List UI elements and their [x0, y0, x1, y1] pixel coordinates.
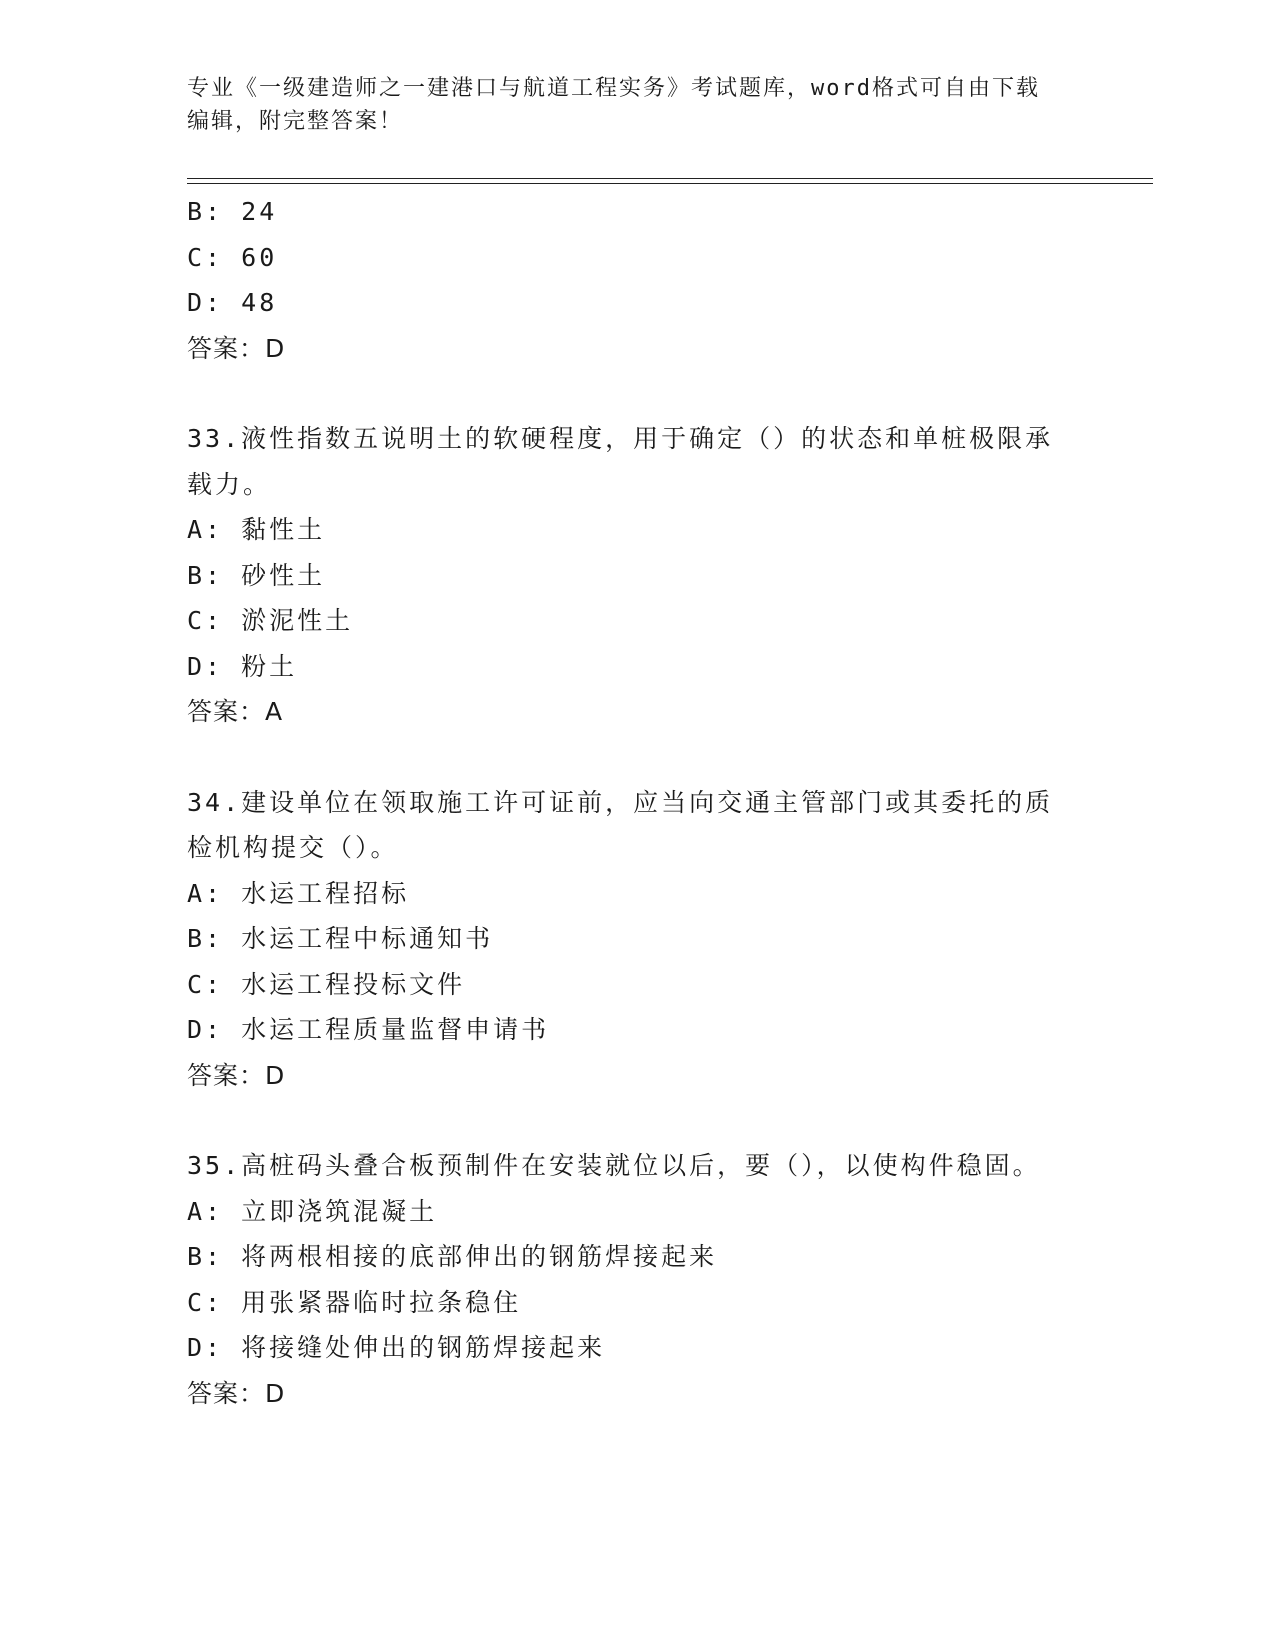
option-b: B: 水运工程中标通知书	[187, 924, 494, 953]
document-header	[187, 72, 1067, 138]
answer: 答案：D	[187, 1060, 286, 1090]
question-spacer	[187, 1098, 1087, 1143]
question-33	[187, 416, 1087, 735]
option-a: A: 立即浇筑混凝土	[187, 1196, 438, 1226]
header-line-2: 编辑，附完整答案！	[187, 109, 404, 134]
option-d: D: 粉土	[187, 651, 298, 681]
answer: 答案：D	[187, 333, 286, 363]
option-d: D: 48	[187, 288, 278, 317]
answer: 答案：D	[187, 1378, 286, 1408]
option-c: C: 水运工程投标文件	[187, 969, 466, 999]
answer: 答案：A	[187, 697, 284, 726]
header-line-1: 专业《一级建造师之一建港口与航道工程实务》考试题库，word格式可自由下载	[187, 76, 1040, 101]
option-b: B: 砂性土	[187, 560, 326, 590]
question-text-line-1: 35.高桩码头叠合板预制件在安装就位以后，要（），以使构件稳固。	[187, 1151, 1041, 1180]
question-spacer	[187, 735, 1087, 780]
option-d: D: 将接缝处伸出的钢筋焊接起来	[187, 1333, 606, 1362]
option-c: C: 用张紧器临时拉条稳住	[187, 1287, 522, 1317]
header-divider	[187, 178, 1153, 184]
question-spacer	[187, 371, 1087, 416]
option-b: B: 将两根相接的底部伸出的钢筋焊接起来	[187, 1242, 718, 1271]
option-b: B: 24	[187, 197, 278, 226]
question-list	[187, 189, 1087, 1416]
question-34	[187, 780, 1087, 1099]
option-a: A: 水运工程招标	[187, 878, 410, 908]
question-text-line-1: 33.液性指数五说明土的软硬程度，用于确定（）的状态和单桩极限承	[187, 424, 1054, 453]
option-c: C: 60	[187, 242, 278, 272]
question-text-line-2: 检机构提交（）。	[187, 833, 399, 862]
question-35	[187, 1143, 1087, 1416]
option-d: D: 水运工程质量监督申请书	[187, 1015, 550, 1044]
question-32	[187, 189, 1087, 371]
option-a: A: 黏性土	[187, 515, 326, 544]
question-text-line-1: 34.建设单位在领取施工许可证前，应当向交通主管部门或其委托的质	[187, 787, 1054, 817]
question-text-line-2: 载力。	[187, 469, 272, 499]
option-c: C: 淤泥性土	[187, 606, 354, 635]
